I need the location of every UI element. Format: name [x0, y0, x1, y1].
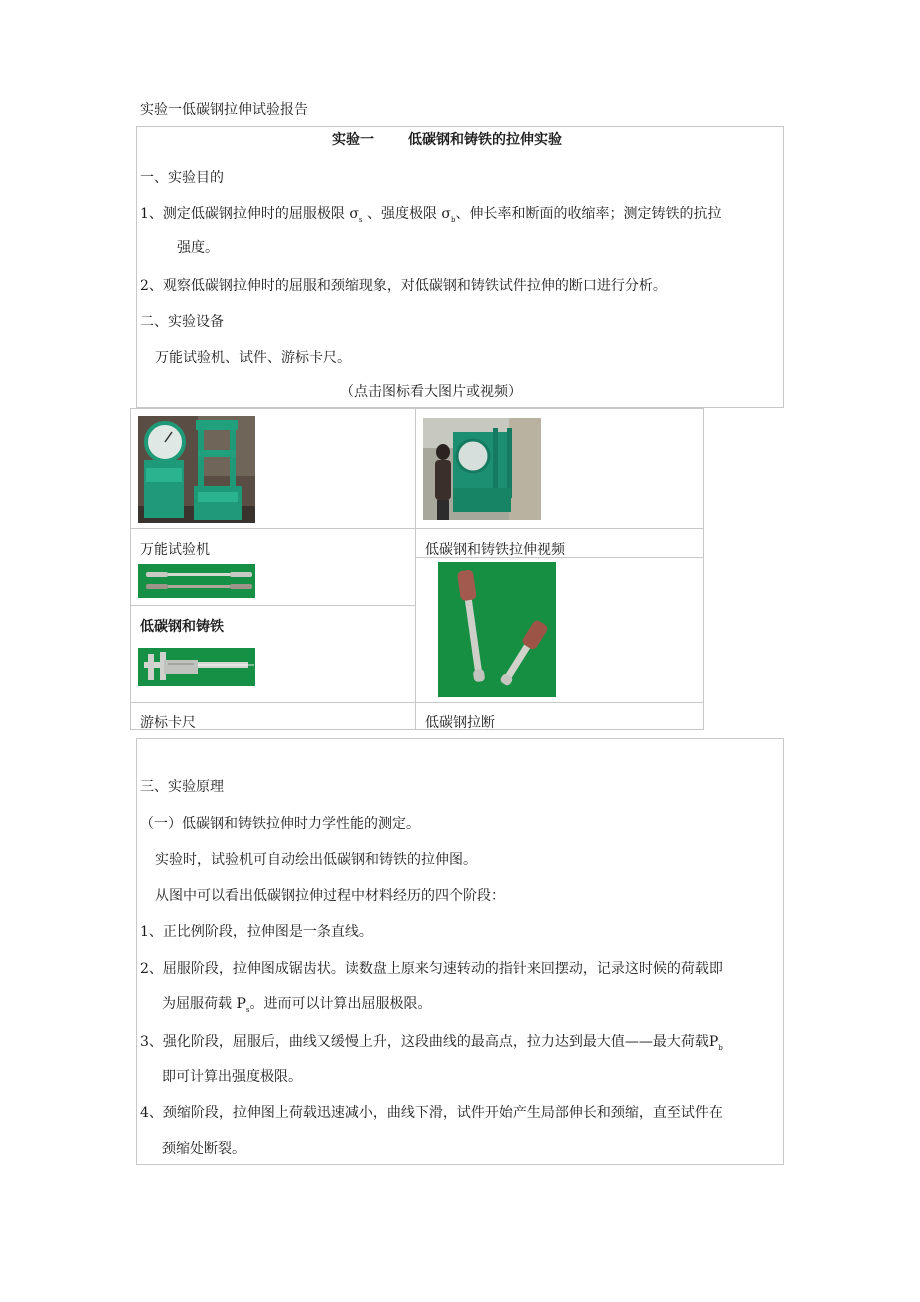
gallery-hint: （点击图标看大图片或视频）: [340, 384, 522, 400]
purpose-item-1-continued: 强度。: [177, 240, 219, 256]
report-heading-title: 低碳钢和铸铁的拉伸实验: [408, 132, 562, 148]
report-frame-bottom: [136, 738, 784, 1165]
stage-2-text-c: 。进而可以计算出屈服极限。: [249, 996, 432, 1012]
caption-fracture: 低碳钢拉断: [425, 715, 495, 731]
principle-paragraph-1: 实验时，试验机可自动绘出低碳钢和铸铁的拉伸图。: [155, 852, 477, 868]
stage-3-line-2: 即可计算出强度极限。: [162, 1069, 302, 1085]
purpose-item-1-text-b: 、强度极限 σ: [362, 206, 451, 222]
ps-subscript: s: [245, 1006, 250, 1014]
stage-3-line-1: [140, 1032, 723, 1058]
principle-paragraph-2: 从图中可以看出低碳钢拉伸过程中材料经历的四个阶段：: [155, 888, 505, 904]
caption-caliper: 游标卡尺: [140, 715, 196, 731]
purpose-item-2: 2、观察低碳钢拉伸时的屈服和颈缩现象，对低碳钢和铸铁试件拉伸的断口进行分析。: [140, 278, 667, 294]
testing-machine-photo[interactable]: [138, 416, 255, 523]
stage-4-line-1: 4、颈缩阶段，拉伸图上荷载迅速减小，曲线下滑，试件开始产生局部伸长和颈缩，直至试件在: [140, 1105, 723, 1121]
stage-4-line-2: 颈缩处断裂。: [162, 1141, 246, 1157]
stage-2-line-2: [162, 994, 431, 1020]
stage-2-text-b: 为屈服荷载 P: [162, 996, 246, 1012]
stage-3-text-a: 3、强化阶段，屈服后，曲线又缓慢上升，这段曲线的最高点，拉力达到最大值——最大荷载P: [140, 1034, 719, 1050]
sigma-b-subscript: b: [450, 216, 456, 224]
caption-tensile-video: 低碳钢和铸铁拉伸视频: [425, 542, 565, 558]
equipment-list: 万能试验机、试件、游标卡尺。: [155, 350, 351, 366]
stage-2-line-1: 2、屈服阶段，拉伸图成锯齿状。读数盘上原来匀速转动的指针来回摆动，记录这时候的荷载即: [140, 961, 723, 977]
sigma-s-subscript: s: [358, 216, 363, 224]
document-title: 实验一低碳钢拉伸试验报告: [140, 102, 308, 118]
section-equipment-title: 二、实验设备: [140, 314, 224, 330]
specimens-photo[interactable]: [138, 564, 255, 598]
tensile-video-thumbnail[interactable]: [423, 418, 541, 520]
section-purpose-title: 一、实验目的: [140, 170, 224, 186]
report-heading-number: 实验一: [332, 132, 374, 148]
stage-1: 1、正比例阶段，拉伸图是一条直线。: [140, 924, 373, 940]
caliper-photo[interactable]: [138, 648, 255, 686]
principle-subtitle: （一）低碳钢和铸铁拉伸时力学性能的测定。: [140, 816, 420, 832]
purpose-item-1-text-c: 、伸长率和断面的收缩率；测定铸铁的抗拉: [455, 206, 722, 222]
purpose-item-1-text-a: 1、测定低碳钢拉伸时的屈服极限 σ: [140, 206, 359, 222]
fracture-photo[interactable]: [438, 562, 556, 697]
caption-testing-machine: 万能试验机: [140, 542, 210, 558]
pb-subscript: b: [718, 1044, 723, 1052]
section-principle-title: 三、实验原理: [140, 779, 224, 795]
caption-specimens: 低碳钢和铸铁: [140, 619, 224, 635]
purpose-item-1: [140, 204, 721, 230]
